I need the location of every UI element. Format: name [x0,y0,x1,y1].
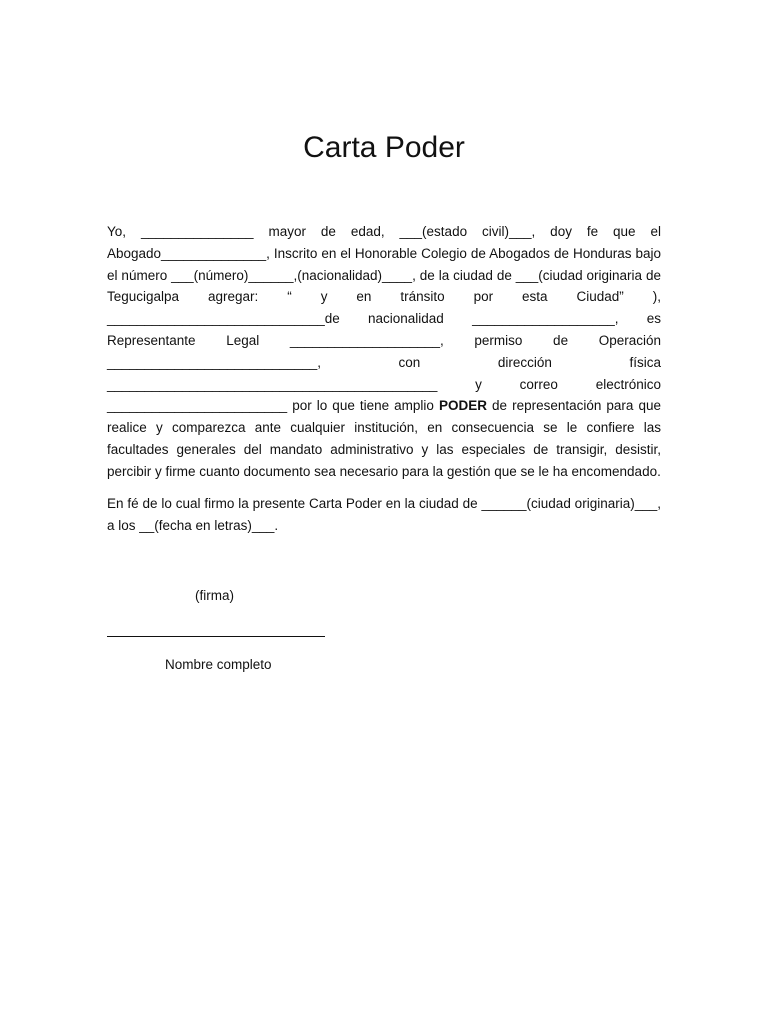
name-label: Nombre completo [165,657,272,672]
document-title: Carta Poder [303,131,465,164]
signature-label: (firma) [195,588,234,603]
paragraph-1 [107,221,661,483]
paragraph-2-text: En fé de lo cual firmo la presente Carta Poder en la ciudad de ______(ciudad originaria)___, a los __(fecha en letras)___. [107,496,661,533]
paragraph-1-text-end: de representación para que realice y comparezca ante cualquier institución, en consecuencia se le confiere las facultades generales del mandato administrativo y las especiales de transigir, desistir, percibir y firme cuanto documento sea necesario para la gestión que se le ha encomendado. [107,398,661,479]
signature-line [107,636,325,637]
paragraph-2 [107,493,661,537]
paragraph-1-text-start: Yo, _______________ mayor de edad, ___(estado civil)___, doy fe que el Abogado______________, Inscrito en el Honorable Colegio de Abogados de Honduras bajo el número ___(número)______,(nacionalidad)____, de la ciudad de ___(ciudad originaria de Tegucigalpa agregar: “ y en tránsito por esta Ciudad” ), _____________________________de nacionalidad ___________________, es Representante Legal ____________________, permiso de Operación ____________________________, con dirección física ____________________________________________ y correo electrónico ________________________ por lo que tiene amplio [107,224,661,414]
paragraph-1-bold-word: PODER [438,398,487,414]
